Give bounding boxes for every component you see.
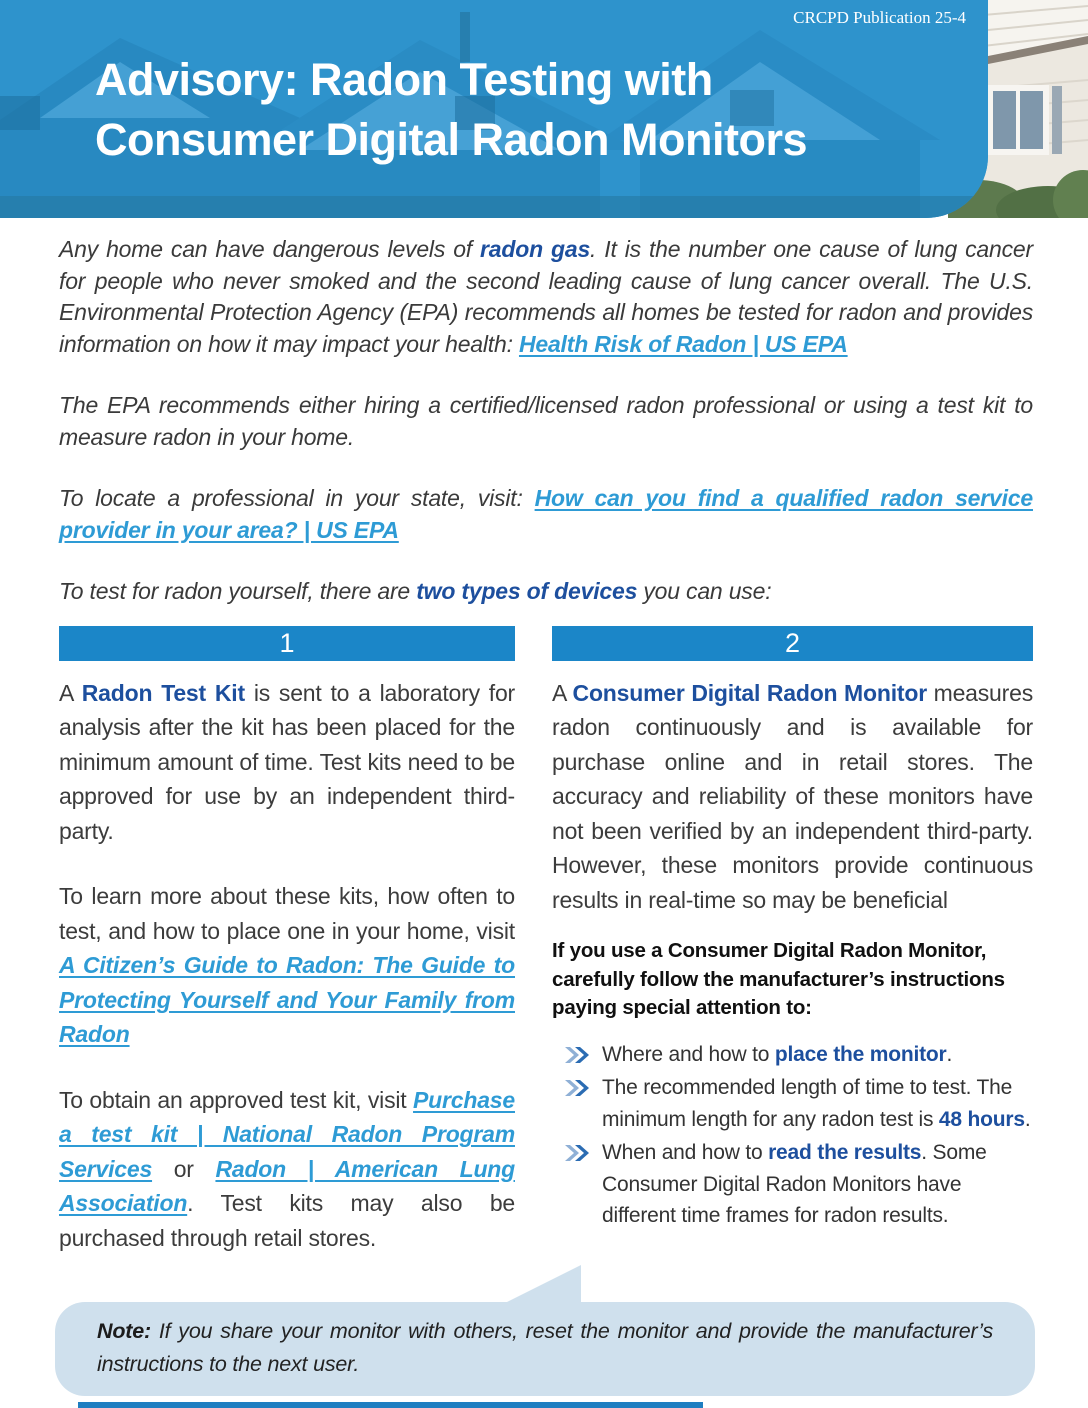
text-segment: To test for radon yourself, there are [59, 578, 417, 604]
column-1-header-bar: 1 [59, 626, 515, 661]
bullet-item-place-monitor [552, 1039, 1033, 1071]
text-segment: . [946, 1042, 953, 1066]
column-digital-monitor [552, 626, 1033, 1287]
instructions-heading: If you use a Consumer Digital Radon Monitor, carefully follow the manufacturer’s instructions paying special attention to: [552, 939, 1005, 1019]
text-segment: To locate a professional in your state, visit: [59, 485, 535, 511]
instructions-list [552, 1039, 1033, 1232]
bullet-item-test-length [552, 1072, 1033, 1135]
text-segment: . It is the number one cause of lung cancer for people who never smoked and the second leading cause of lung cancer overall. The U.S. Environmental Protection Agency (EPA) recommends all homes be tested for radon and provides information on how it may impact your health: [59, 236, 1033, 357]
device-columns [0, 626, 1088, 1287]
intro-paragraph-1 [59, 234, 1033, 360]
text-segment: Consumer Digital Radon Monitor [572, 679, 927, 706]
header-blue-overlay [0, 0, 988, 218]
double-chevron-icon [564, 1144, 590, 1162]
double-chevron-icon [564, 1079, 590, 1097]
note-box [55, 1302, 1035, 1396]
text-segment: Where and how to [602, 1042, 775, 1066]
title-line-2: Consumer Digital Radon Monitors [95, 114, 808, 165]
header-banner [0, 0, 1088, 218]
text-segment: If you share your monitor with others, reset the monitor and provide the manufacturer’s instructions to the next user. [97, 1319, 993, 1376]
footer-bar [78, 1402, 703, 1408]
column-1-paragraph-3 [59, 1083, 515, 1256]
text-segment: A [59, 679, 82, 706]
text-segment: A [552, 679, 573, 706]
text-segment: place the monitor [774, 1042, 947, 1066]
inline-link[interactable]: How can you find a qualified radon service provider in your area? | US EPA [59, 485, 1033, 543]
bullet-text [602, 1137, 1033, 1232]
text-segment: To obtain an approved test kit, visit [59, 1086, 414, 1113]
text-segment: is sent to a laboratory for analysis after the kit has been placed for the minimum amount of time. Test kits need to be approved for use by an independent third-party. [59, 679, 516, 844]
intro-paragraph-4 [59, 576, 1033, 608]
text-segment: When and how to [602, 1141, 769, 1164]
intro-section [0, 218, 1088, 608]
text-segment: To learn more about these kits, how often to test, and how to place one in your home, visit [59, 883, 515, 944]
text-segment: The recommended length of time to test. The minimum length for any radon test is [602, 1076, 1013, 1131]
text-segment: two types of devices [416, 578, 638, 604]
column-1-paragraph-2 [59, 879, 515, 1052]
inline-link[interactable]: A Citizen’s Guide to Radon: The Guide to Protecting Yourself and Your Family from Radon [59, 952, 515, 1047]
column-2-paragraph-1 [552, 676, 1033, 918]
page-title [95, 50, 807, 170]
title-line-1: Advisory: Radon Testing with [95, 54, 713, 105]
text-segment: . Some Consumer Digital Radon Monitors have different time frames for radon results. [602, 1141, 987, 1227]
text-segment: measures radon continuously and is available for purchase online and in retail stores. The accuracy and reliability of these monitors have not been verified by an independent third-party. However, these monitors provide continuous results in real-time so may be beneficial [552, 679, 1034, 913]
bullet-text [602, 1039, 1033, 1071]
intro-paragraph-2 [59, 390, 1033, 453]
text-segment: 48 hours [938, 1107, 1025, 1131]
column-2-header-bar: 2 [552, 626, 1033, 661]
note-callout [55, 1302, 1035, 1396]
inline-link[interactable]: Radon | American Lung Association [59, 1155, 515, 1216]
bullet-text [602, 1072, 1033, 1135]
bullet-item-read-results [552, 1137, 1033, 1232]
text-segment: Any home can have dangerous levels of [59, 236, 481, 262]
publication-number: CRCPD Publication 25-4 [793, 8, 966, 27]
text-segment: or [152, 1155, 216, 1182]
inline-link[interactable]: Purchase a test kit | National Radon Program Services [59, 1086, 515, 1182]
column-1-paragraph-1 [59, 676, 515, 849]
inline-link[interactable]: Health Risk of Radon | US EPA [518, 330, 848, 357]
text-segment: . [1024, 1107, 1031, 1131]
text-segment: radon gas [480, 236, 591, 262]
text-segment: Note: [97, 1319, 151, 1343]
double-chevron-icon [564, 1046, 590, 1064]
text-segment: . Test kits may also be purchased through retail stores. [59, 1190, 515, 1251]
text-segment: Radon Test Kit [81, 679, 245, 706]
intro-paragraph-3 [59, 483, 1033, 546]
text-segment: you can use: [637, 578, 772, 604]
column-test-kit [59, 626, 515, 1287]
text-segment: The EPA recommends either hiring a certified/licensed radon professional or using a test kit to measure radon in your home. [59, 392, 1033, 450]
text-segment: read the results [768, 1141, 922, 1164]
